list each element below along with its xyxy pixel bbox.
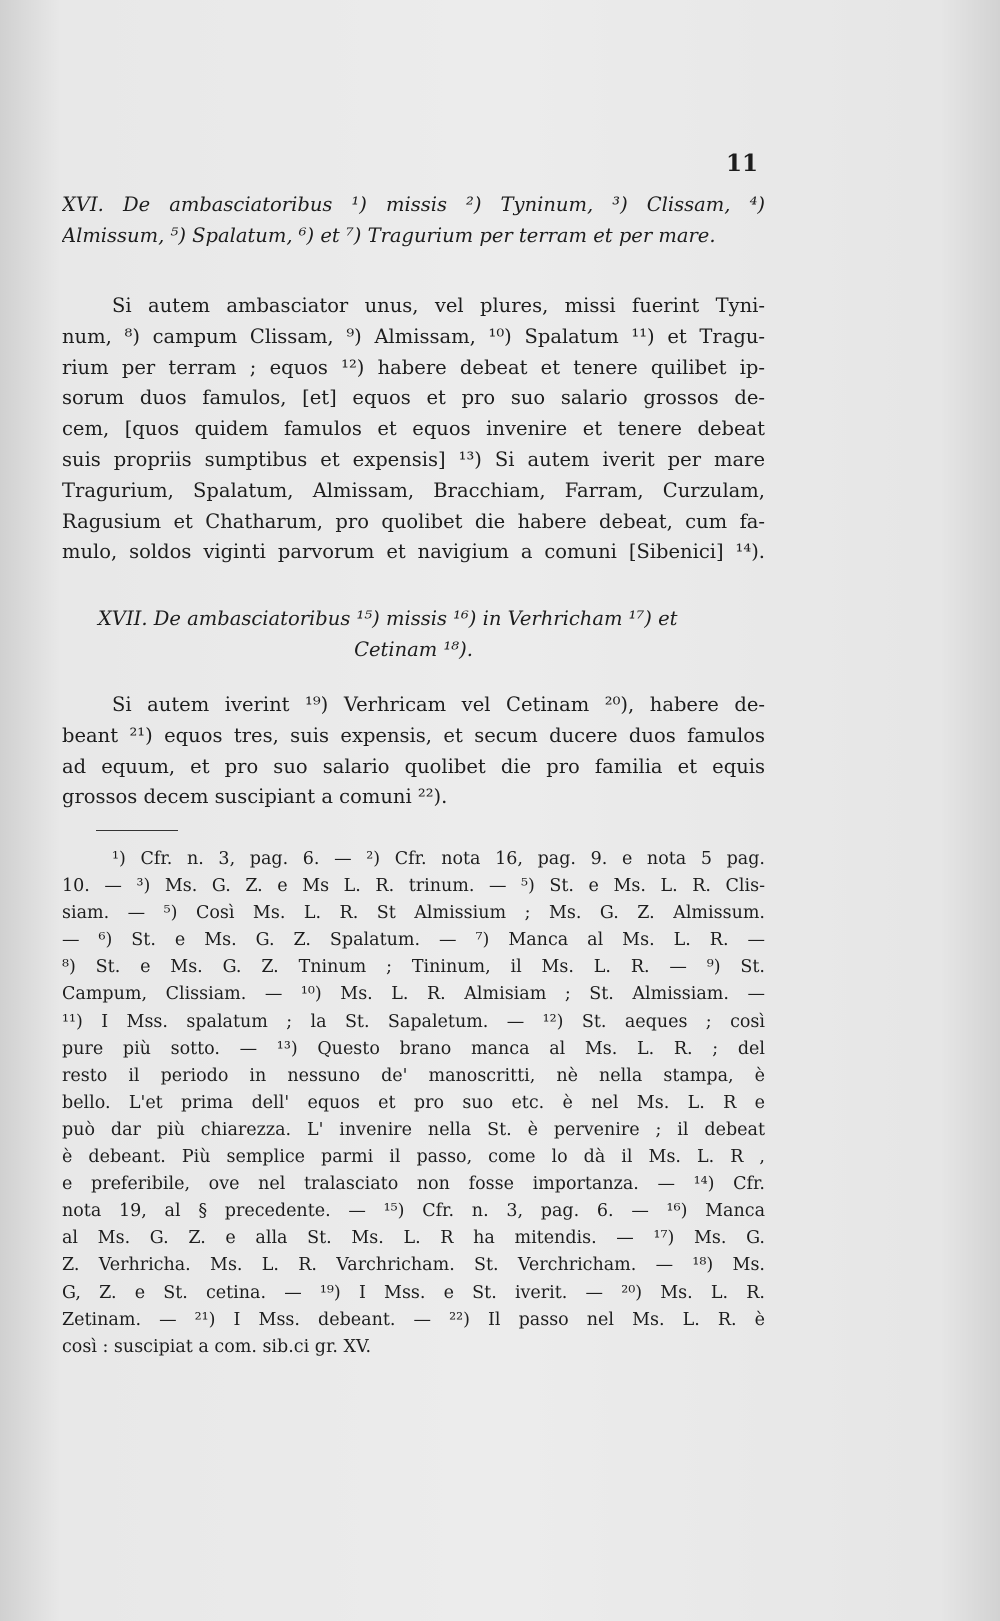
heading-line: Almissum, ⁵) Spalatum, ⁶) et ⁷) Tragurium per terram et per mare. — [62, 223, 716, 247]
footnote-line: bello. L'et prima dell' equos et pro suo etc. è nel Ms. L. R e — [62, 1092, 765, 1113]
footnote-line: resto il periodo in nessuno de' manoscritti, nè nella stampa, è — [62, 1065, 765, 1086]
section-17-paragraph — [62, 690, 765, 813]
footnote-line: ⁸) St. e Ms. G. Z. Tninum ; Tininum, il Ms. L. R. — ⁹) St. — [62, 957, 765, 978]
paragraph-line: beant ²¹) equos tres, suis expensis, et secum ducere duos famulos — [62, 723, 765, 747]
footnote-line: può dar più chiarezza. L' invenire nella St. è pervenire ; il debeat — [62, 1119, 765, 1140]
footnote-line: Z. Verhricha. Ms. L. R. Varchricham. St. Verchricham. — ¹⁸) Ms. — [62, 1255, 765, 1276]
footnote-line: siam. — ⁵) Così Ms. L. R. St Almissium ; Ms. G. Z. Almissum. — [62, 903, 765, 924]
section-16-paragraph — [62, 291, 765, 568]
heading-line: XVII. De ambasciatoribus ¹⁵) missis ¹⁶) in Verhricham ¹⁷) et — [98, 607, 678, 630]
paragraph-line: Tragurium, Spalatum, Almissam, Bracchiam, Farram, Curzulam, — [62, 478, 765, 502]
section-17-heading — [62, 604, 765, 666]
section-16-heading — [62, 190, 765, 252]
paragraph-line: mulo, soldos viginti parvorum et navigium a comuni [Sibenici] ¹⁴). — [62, 540, 765, 564]
heading-line: Cetinam ¹⁸). — [354, 637, 473, 661]
paragraph-line: rium per terram ; equos ¹²) habere debeat et tenere quilibet ip- — [62, 355, 765, 379]
paragraph-line: suis propriis sumptibus et expensis] ¹³) Si autem iverit per mare — [62, 447, 765, 471]
paragraph-line: grossos decem suscipiant a comuni ²²). — [62, 785, 448, 809]
footnote-line: è debeant. Più semplice parmi il passo, come lo dà il Ms. L. R , — [62, 1147, 765, 1168]
footnote-line: — ⁶) St. e Ms. G. Z. Spalatum. — ⁷) Manca al Ms. L. R. — — [62, 930, 765, 951]
paragraph-line: ad equum, et pro suo salario quolibet die pro familia et equis — [62, 754, 765, 778]
footnote-line: pure più sotto. — ¹³) Questo brano manca al Ms. L. R. ; del — [62, 1038, 765, 1059]
paragraph-line: Si autem ambasciator unus, vel plures, missi fuerint Tyni- — [112, 294, 765, 317]
paragraph-line: sorum duos famulos, [et] equos et pro suo salario grossos de- — [62, 386, 765, 410]
footnote-line: nota 19, al § precedente. — ¹⁵) Cfr. n. 3, pag. 6. — ¹⁶) Manca — [62, 1201, 765, 1222]
footnote-line: così : suscipiat a com. sib.ci gr. XV. — [62, 1336, 372, 1357]
footnote-line: ¹) Cfr. n. 3, pag. 6. — ²) Cfr. nota 16, pag. 9. e nota 5 pag. — [112, 849, 765, 869]
footnotes — [62, 846, 765, 1361]
footnote-line: e preferibile, ove nel tralasciato non fosse importanza. — ¹⁴) Cfr. — [62, 1174, 765, 1195]
footnote-line: Campum, Clissiam. — ¹⁰) Ms. L. R. Almisiam ; St. Almissiam. — — [62, 984, 765, 1005]
paragraph-line: Ragusium et Chatharum, pro quolibet die habere debeat, cum fa- — [62, 509, 765, 533]
heading-line: XVI. De ambasciatoribus ¹) missis ²) Tyninum, ³) Clissam, ⁴) — [62, 193, 765, 216]
paragraph-line: num, ⁸) campum Clissam, ⁹) Almissam, ¹⁰) Spalatum ¹¹) et Tragu- — [62, 324, 765, 348]
footnote-line: ¹¹) I Mss. spalatum ; la St. Sapaletum. — ¹²) St. aeques ; così — [62, 1011, 765, 1032]
page-number: 11 — [726, 150, 759, 177]
paragraph-line: cem, [quos quidem famulos et equos invenire et tenere debeat — [62, 417, 765, 441]
paragraph-line: Si autem iverint ¹⁹) Verhricam vel Cetinam ²⁰), habere de- — [112, 693, 765, 716]
footnote-divider — [96, 830, 178, 831]
footnote-line: G, Z. e St. cetina. — ¹⁹) I Mss. e St. iverit. — ²⁰) Ms. L. R. — [62, 1282, 765, 1303]
footnote-line: Zetinam. — ²¹) I Mss. debeant. — ²²) Il passo nel Ms. L. R. è — [62, 1309, 765, 1330]
footnote-line: 10. — ³) Ms. G. Z. e Ms L. R. trinum. — ⁵) St. e Ms. L. R. Clis- — [62, 876, 765, 897]
footnote-line: al Ms. G. Z. e alla St. Ms. L. R ha mitendis. — ¹⁷) Ms. G. — [62, 1228, 765, 1249]
